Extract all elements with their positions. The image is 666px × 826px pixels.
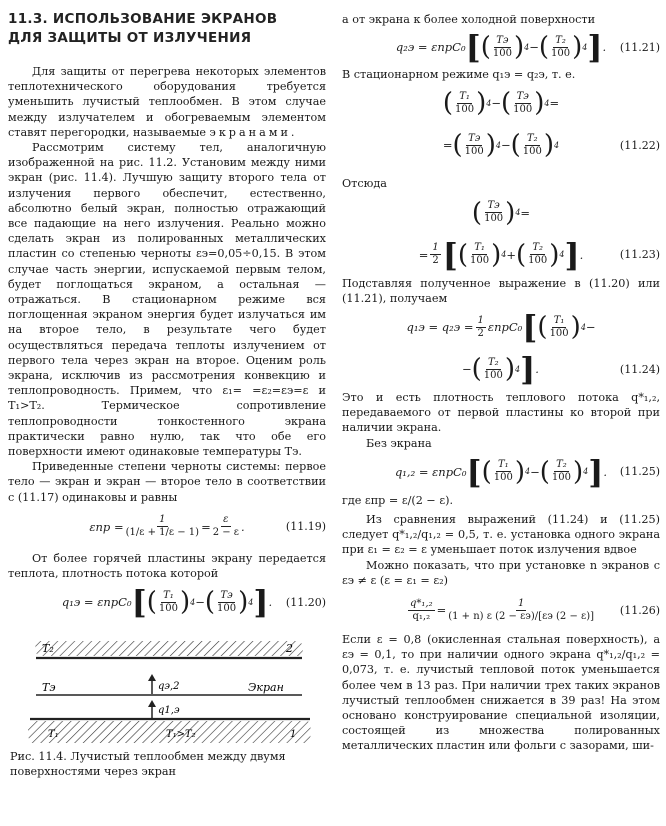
bracket-close: ] — [253, 583, 269, 622]
eq24-half-num: 1 — [477, 314, 484, 326]
eq22-t4: T₂ — [527, 132, 538, 144]
top-plate-hatching — [35, 641, 303, 656]
eq23-d2: 100 — [528, 255, 548, 267]
flux-lower-arrowhead — [148, 700, 156, 707]
eq20-pow1: 4 — [190, 597, 196, 607]
equation-11-21: q₂э = εпрC₀ [ ( $\frac{Tэ}{100}$ ) 4 − ( $\frac{\text{T₂}}{100}$ ) 4 ] . (11.21) — [395, 28, 660, 67]
eq22-d2: 100 — [513, 103, 533, 115]
equation-11-22-line-2: = ( $\frac{Tэ}{100}$ ) 4 − ( $\frac{\text{T₂}}{100}$ ) 4 (11.22) — [442, 130, 660, 161]
paragraph-flux-density: Это и есть плотность теплового потока q*₁,₂, передаваемого от первой пластины ко второй при наличии экрана. — [342, 391, 660, 435]
figure-caption: Рис. 11.4. Лучистый теплообмен между двумя поверхностями через экран — [10, 750, 286, 779]
eq24-pow2: 4 — [515, 364, 521, 374]
label-te: Tэ — [42, 681, 56, 695]
eq22-d4: 100 — [522, 145, 542, 157]
eq23-d0: 100 — [484, 213, 504, 225]
bracket-open: [ — [131, 583, 147, 622]
equation-11-23-line-2: = $\frac{1}{2}$ [ ( $\frac{\text{T₁}}{100}$ ) 4 + ( $\frac{\text{T₂}}{100}$ ) 4 ] . (11.23) — [418, 235, 660, 274]
eq25-d2: 100 — [551, 472, 572, 484]
eq21-pow2: 4 — [582, 42, 588, 52]
eq24-mid: εпрC₀ — [487, 320, 523, 335]
eq22-d1: 100 — [455, 103, 475, 115]
paragraph-where: где εпр = ε/(2 − ε). — [342, 493, 454, 507]
eq22-t2: Tэ — [516, 90, 529, 102]
eq21-d1: 100 — [492, 47, 512, 59]
eq26-den2: (1 + n) ε (2 − εэ)/[εэ (2 − ε)] — [448, 610, 595, 622]
eq19-den: (1/ε + 1/ε − 1) — [125, 527, 200, 539]
equation-11-23-line-1: ( $\frac{Tэ}{100}$ ) 4 = — [471, 197, 531, 228]
label-plate-1: 1 — [290, 729, 297, 741]
eq22-d3: 100 — [464, 145, 484, 157]
eq21-pow1: 4 — [524, 42, 530, 52]
equation-11-25: q₁,₂ = εпрC₀ [ ( $\frac{\text{T₁}}{100}$ ) 4 − ( $\frac{\text{T₂}}{100}$ ) 4 ] . (11.25) — [394, 452, 660, 491]
eq21-t2: T₂ — [555, 34, 566, 46]
label-t1-gt-t2: T₁>T₂ — [166, 729, 196, 741]
left-column — [8, 0, 326, 781]
equation-number: (11.19) — [285, 520, 326, 534]
eq19-fraction-1 — [126, 514, 199, 539]
eq19-equals: = — [201, 519, 211, 534]
paragraph-without-screen: Без экрана — [366, 436, 432, 450]
eq20-pow2: 4 — [248, 597, 254, 607]
eq23-t2: T₂ — [532, 242, 544, 254]
eq25-pow1: 4 — [525, 467, 531, 477]
eq21-t1: Tэ — [496, 34, 509, 46]
paragraph-hence: Отсюда — [342, 177, 387, 191]
eq25-t1: T₁ — [497, 459, 509, 471]
eq23-pow2: 4 — [559, 250, 565, 260]
paragraph-substituting: Подставляя полученное выражение в (11.20) или (11.21), получаем — [342, 276, 660, 305]
eq20-d1: 100 — [158, 602, 178, 614]
eq23-pow0: 4 — [515, 208, 521, 218]
label-screen: Экран — [248, 681, 284, 695]
paragraph-example: Если ε = 0,8 (окисленная стальная поверхность), а εэ = 0,1, то при наличии одного экрана q*₁,₂/q₁,₂ = 0,073, т. е. лучистый тепловой поток уменьшается более чем в 13 раз. При наличии трех таких экранов лучистый теплообмен снижается в 39 раз! На этом основано конструирование специальной изоляции, состоящей из множества полированных металлических пластин или фольги с зазорами, ши- — [342, 633, 660, 753]
eq20-d2: 100 — [217, 602, 237, 614]
eq24-d2: 100 — [483, 369, 503, 381]
eq22-pow1: 4 — [486, 98, 492, 108]
eq19-tail: . — [240, 519, 245, 534]
eq19-num: 1 — [159, 514, 166, 526]
equation-11-26: $\frac{\text{q*₁,₂}}{\text{q₁,₂}}$ = $\frac{1}{(1 + n) \varepsilon (2 - \varepsilon э)/[\varepsilon э (2 - \varepsilon)]}$ (11.26) — [409, 597, 660, 622]
label-flux-upper: qэ,2 — [158, 681, 180, 693]
section-title — [8, 10, 326, 48]
label-flux-lower: q1,э — [158, 705, 180, 717]
eq25-t2: T₂ — [556, 459, 567, 471]
eq21-lhs: q₂э = εпрC₀ — [395, 40, 466, 55]
equation-11-20: q₁э = εпрC₀ [ ( $\frac{\text{T₁}}{100}$ ) 4 − ( $\frac{Tэ}{100}$ ) 4 ] . (11.20) — [61, 583, 326, 622]
eq22-t1: T₁ — [459, 90, 470, 102]
equation-number: (11.26) — [619, 603, 660, 617]
eq19-den2: 2 − ε — [212, 527, 239, 539]
label-t2: T₂ — [42, 642, 54, 656]
flux-upper-arrowhead — [148, 674, 156, 681]
equation-11-24-line-1: q₁э = q₂э = $\frac{1}{2}$ εпрC₀ [ ( $\frac{\text{T₁}}{100}$ ) 4 − — [406, 308, 596, 347]
paragraph-system: Рассмотрим систему тел, аналогичную изображенной на рис. 11.2. Установим между ними экран (рис. 11.4). Лучшую защиту второго тела от излучения первого обеспечит, естественно, абсолютно белый экран, полностью отражающий все падающие на него излучения. Реально можно сделать экран из полированных металлических пластин со степенью черноты εэ=0,05÷0,15. В этом случае часть энергии, испускаемой первым телом, будет поглощаться экраном, а остальная — отражаться. В стационарном режиме вся поглощенная экраном энергия будет излучаться им на второе тело, в результате чего будет осуществляться передача теплоты излучением от первого тела через экран на второе. Оценим роль экрана, исключив из рассмотрения конвекцию и теплопроводность. Примем, что ε₁= =ε₂=εэ=ε и T₁>T₂. Термическое сопротивление теплопроводности тонкостенного экрана практически равно нулю, так что обе его поверхности имеют одинаковые температуры Tэ. — [8, 141, 326, 459]
eq24-t2: T₂ — [488, 356, 499, 368]
eq23-d1: 100 — [470, 255, 490, 267]
eq23-t1: T₁ — [474, 242, 485, 254]
eq24-t1: T₁ — [553, 314, 565, 326]
equation-11-24-line-2: − ( $\frac{\text{T₂}}{100}$ ) 4 ] . (11.24) — [462, 350, 660, 389]
eq25-d1: 100 — [493, 472, 513, 484]
eq22-pow4: 4 — [554, 140, 560, 150]
paragraph-intro — [8, 64, 326, 140]
eq24-d1: 100 — [549, 327, 569, 339]
paragraph-n-screens: Можно показать, что при установке n экранов с εэ ≠ ε (ε = ε₁ = ε₂) — [342, 558, 660, 587]
section-title-line-2: ДЛЯ ЗАЩИТЫ ОТ ИЗЛУЧЕНИЯ — [8, 30, 252, 46]
eq21-d2: 100 — [551, 47, 571, 59]
equation-number: (11.24) — [619, 362, 660, 376]
equation-number: (11.20) — [285, 595, 326, 609]
equation-11-19 — [8, 509, 326, 545]
figure-11-4 — [8, 631, 326, 781]
eq23-half-den: 2 — [432, 255, 439, 267]
equation-number: (11.23) — [619, 248, 660, 262]
eq26-num: q*₁,₂ — [409, 597, 433, 609]
label-plate-2: 2 — [286, 642, 293, 656]
eq23-t0: Tэ — [487, 200, 500, 212]
equation-number: (11.22) — [619, 138, 660, 152]
paragraph-cold-surface: а от экрана к более холодной поверхности — [342, 13, 596, 26]
paragraph-comparison: Из сравнения выражений (11.24) и (11.25) следует q*₁,₂/q₁,₂ = 0,5, т. е. установка одного экрана при ε₁ = ε₂ = ε уменьшает поток излучения вдвое — [342, 513, 660, 557]
paragraph-intro-text: Для защиты от перегрева некоторых элементов теплотехнического оборудования требуется уменьшить лучистый теплообмен. В этом случае между излучателем и обогреваемым элементом ставят перегородки, называемые — [8, 65, 326, 139]
eq19-lhs: εпр = — [89, 519, 124, 534]
eq24-pow1: 4 — [580, 322, 586, 332]
equation-11-22-line-1: ( $\frac{\text{T₁}}{100}$ ) 4 − ( $\frac{Tэ}{100}$ ) 4 = — [442, 88, 560, 119]
paragraph-emissivity: Приведенные степени черноты системы: первое тело — экран и экран — второе тело в соответствии с (11.17) одинаковы и равны — [8, 460, 326, 504]
equation-number: (11.25) — [619, 465, 660, 479]
label-t1: T₁ — [48, 729, 59, 741]
paragraph-steady-state: В стационарном режиме q₁э = q₂э, т. е. — [342, 68, 576, 82]
eq22-t3: Tэ — [468, 132, 481, 144]
right-column — [342, 0, 660, 754]
eq19-fraction-2 — [213, 514, 239, 539]
paragraph-hot-plate: От более горячей пластины экрану передается теплота, плотность потока которой — [8, 551, 326, 581]
eq20-t1: T₁ — [163, 589, 174, 601]
eq24-half-den: 2 — [477, 327, 484, 339]
equation-number: (11.21) — [619, 40, 660, 54]
section-title-line-1: 11.3. ИСПОЛЬЗОВАНИЕ ЭКРАНОВ — [8, 11, 278, 27]
eq20-t2: Tэ — [220, 589, 233, 601]
term-screens: экранами. — [209, 125, 298, 139]
eq23-half-num: 1 — [432, 242, 439, 254]
eq19-num2: ε — [223, 514, 229, 526]
eq26-num2: 1 — [517, 597, 525, 609]
eq20-lhs: q₁э = εпрC₀ — [61, 595, 132, 610]
eq23-pow1: 4 — [501, 250, 507, 260]
eq24-lhs: q₁э = q₂э = — [406, 320, 474, 335]
eq22-pow2: 4 — [544, 98, 550, 108]
eq22-pow3: 4 — [495, 140, 501, 150]
eq26-den: q₁,₂ — [412, 610, 431, 622]
eq25-pow2: 4 — [583, 467, 589, 477]
eq25-lhs: q₁,₂ = εпрC₀ — [394, 464, 467, 479]
